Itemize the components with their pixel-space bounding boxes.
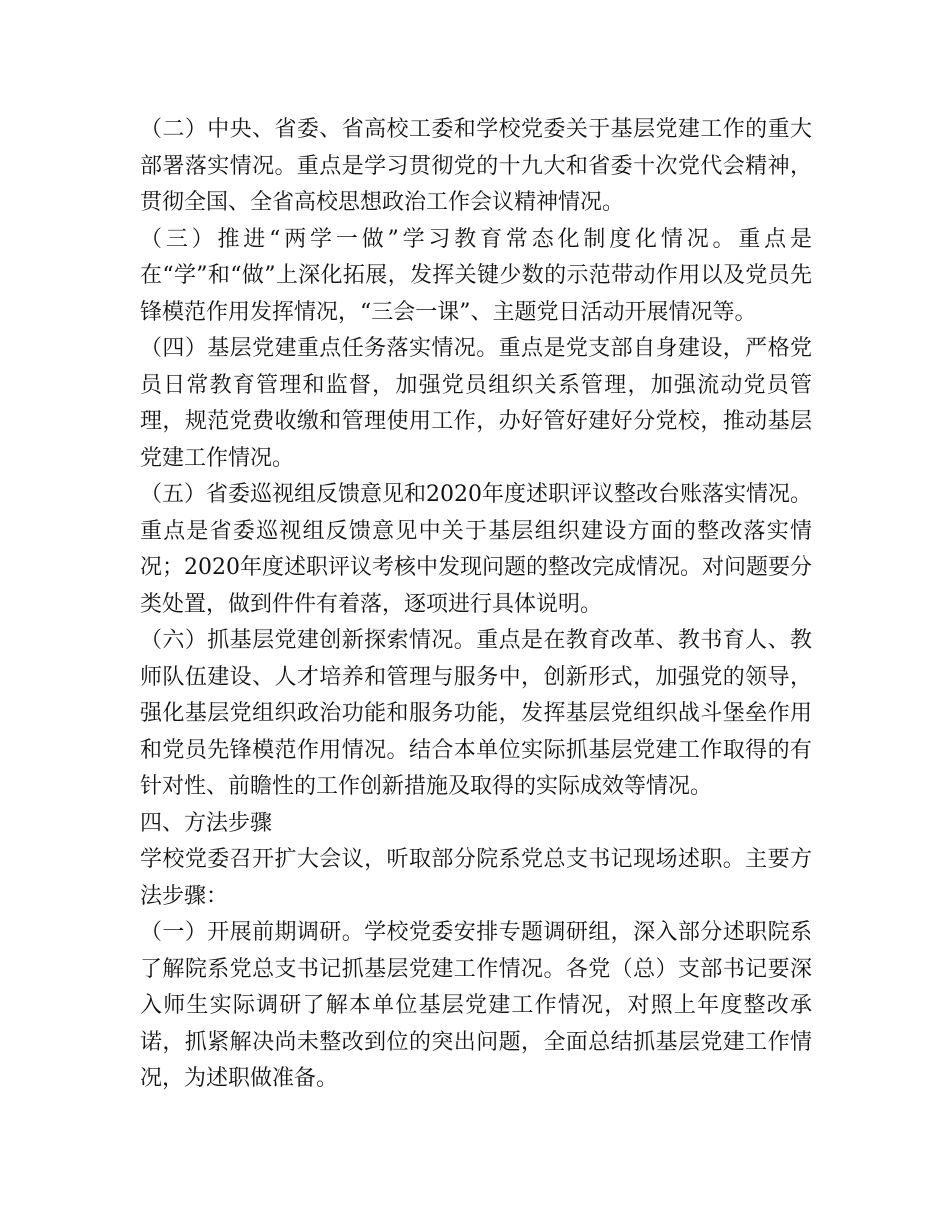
paragraph-section-3: （三）推进“两学一做”学习教育常态化制度化情况。重点是在“学”和“做”上深化拓展，发挥关键少数的示范带动作用以及党员先锋模范作用发挥情况，“三会一课”、主题党日活动开展情况等。 [140,226,812,325]
paragraph-section-5: （五）省委巡视组反馈意见和2020年度述职评议整改台账落实情况。重点是省委巡视组反馈意见中关于基层组织建设方面的整改落实情况；2020年度述职评议考核中发现问题的整改完成情况。对问题要分类处置，做到件件有着落，逐项进行具体说明。 [140,482,812,617]
paragraph-section-2: （二）中央、省委、省高校工委和学校党委关于基层党建工作的重大部署落实情况。重点是学习贯彻党的十九大和省委十次党代会精神，贯彻全国、全省高校思想政治工作会议精神情况。 [140,117,812,215]
paragraph-section-6: （六）抓基层党建创新探索情况。重点是在教育改革、教书育人、教师队伍建设、人才培养和管理与服务中，创新形式，加强党的领导，强化基层党组织政治功能和服务功能，发挥基层党组织战斗堡垒作用和党员先锋模范作用情况。结合本单位实际抓基层党建工作取得的有针对性、前瞻性的工作创新措施及取得的实际成效等情况。 [140,628,812,799]
paragraph-methods-intro: 学校党委召开扩大会议，听取部分院系党总支书记现场述职。主要方法步骤： [140,847,812,909]
section-heading-methods: 四、方法步骤 [140,810,273,836]
paragraph-step-1: （一）开展前期调研。学校党委安排专题调研组，深入部分述职院系了解院系党总支书记抓基层党建工作情况。各党（总）支部书记要深入师生实际调研了解本单位基层党建工作情况，对照上年度整改承诺，抓紧解决尚未整改到位的突出问题，全面总结抓基层党建工作情况，为述职做准备。 [140,920,812,1091]
document-body [140,112,812,1098]
paragraph-section-4: （四）基层党建重点任务落实情况。重点是党支部自身建设，严格党员日常教育管理和监督，加强党员组织关系管理，加强流动党员管理，规范党费收缴和管理使用工作，办好管好建好分党校，推动基层党建工作情况。 [140,336,812,471]
